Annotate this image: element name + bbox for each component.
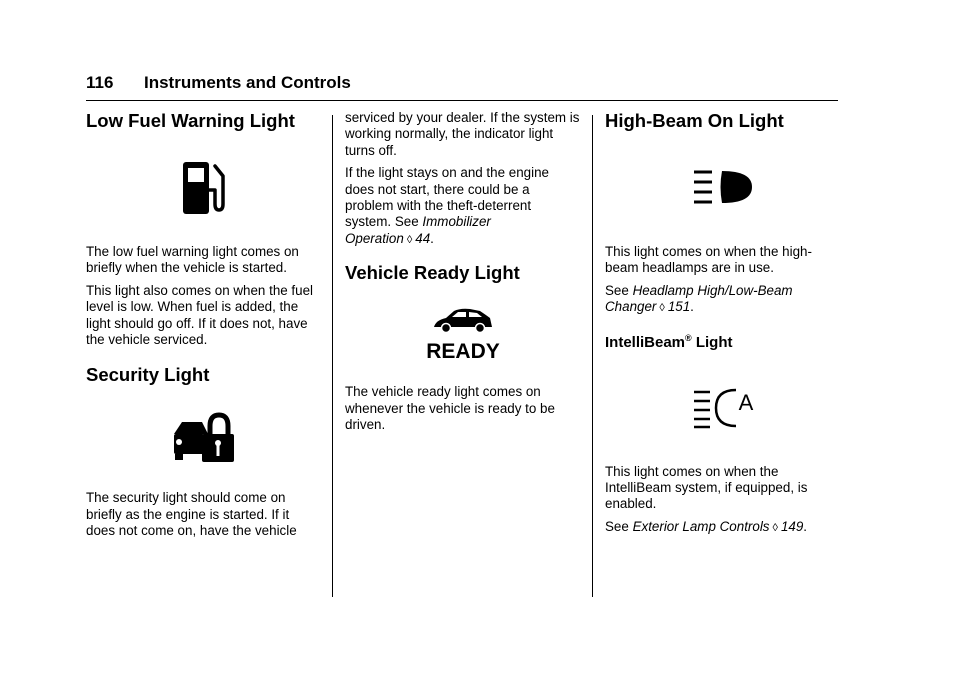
car-lock-icon bbox=[86, 386, 321, 490]
ready-text: READY bbox=[425, 340, 500, 364]
page-reference[interactable]: 149 bbox=[780, 518, 804, 534]
vehicle-ready-icon bbox=[345, 284, 580, 384]
high-beam-heading: High-Beam On Light bbox=[605, 110, 784, 131]
page-reference[interactable]: 44 bbox=[415, 230, 431, 246]
intellibeam-paragraph: This light comes on when the IntelliBeam system, if equipped, is enabled. bbox=[605, 463, 808, 512]
auto-letter: A bbox=[738, 389, 754, 415]
security-paragraph-1: The security light should come on briefly as the engine is started. If it does not come on, have the vehicle bbox=[86, 490, 297, 539]
fuel-pump-icon bbox=[86, 132, 321, 244]
intellibeam-icon bbox=[605, 352, 845, 464]
security-cont-paragraph-2: If the light stays on and the engine does not start, there could be a problem with the theft-deterrent system. See Immobilizer Operation ◊ 44. bbox=[345, 165, 549, 246]
high-beam-paragraph: This light comes on when the high-beam headlamps are in use. bbox=[605, 244, 812, 276]
vehicle-ready-heading: Vehicle Ready Light bbox=[345, 262, 520, 284]
headlamp-changer-link[interactable]: Headlamp High/Low-Beam Changer bbox=[605, 282, 793, 315]
low-fuel-paragraph-1: The low fuel warning light comes on briefly when the vehicle is started. bbox=[86, 244, 299, 276]
low-fuel-heading: Low Fuel Warning Light bbox=[86, 110, 295, 131]
column-1 bbox=[86, 110, 321, 546]
column-divider bbox=[332, 115, 333, 597]
intellibeam-see: See Exterior Lamp Controls ◊ 149. bbox=[605, 518, 808, 534]
intellibeam-heading: IntelliBeam® Light bbox=[605, 332, 733, 351]
column-3 bbox=[605, 110, 845, 542]
page-header bbox=[86, 70, 838, 101]
section-title: Instruments and Controls bbox=[144, 73, 351, 92]
xref-icon: ◊ bbox=[406, 233, 413, 246]
page-number: 116 bbox=[86, 73, 114, 92]
xref-icon: ◊ bbox=[772, 521, 778, 534]
column-2 bbox=[345, 110, 580, 439]
high-beam-icon bbox=[605, 132, 845, 244]
security-cont-paragraph-1: serviced by your dealer. If the system is working normally, the indicator light turns off. bbox=[345, 110, 580, 158]
high-beam-see: See Headlamp High/Low-Beam Changer ◊ 151. bbox=[605, 282, 793, 315]
page-reference[interactable]: 151 bbox=[667, 299, 691, 315]
immobilizer-link[interactable]: Immobilizer Operation bbox=[345, 214, 491, 246]
security-heading: Security Light bbox=[86, 364, 210, 386]
exterior-lamp-link[interactable]: Exterior Lamp Controls bbox=[632, 518, 770, 534]
vehicle-ready-paragraph: The vehicle ready light comes on whenever the vehicle is ready to be driven. bbox=[345, 384, 555, 433]
xref-icon: ◊ bbox=[659, 302, 665, 315]
low-fuel-paragraph-2: This light also comes on when the fuel level is low. When fuel is added, the light should go off. If it does not, have the vehicle serviced. bbox=[86, 282, 314, 348]
column-divider bbox=[592, 115, 593, 597]
